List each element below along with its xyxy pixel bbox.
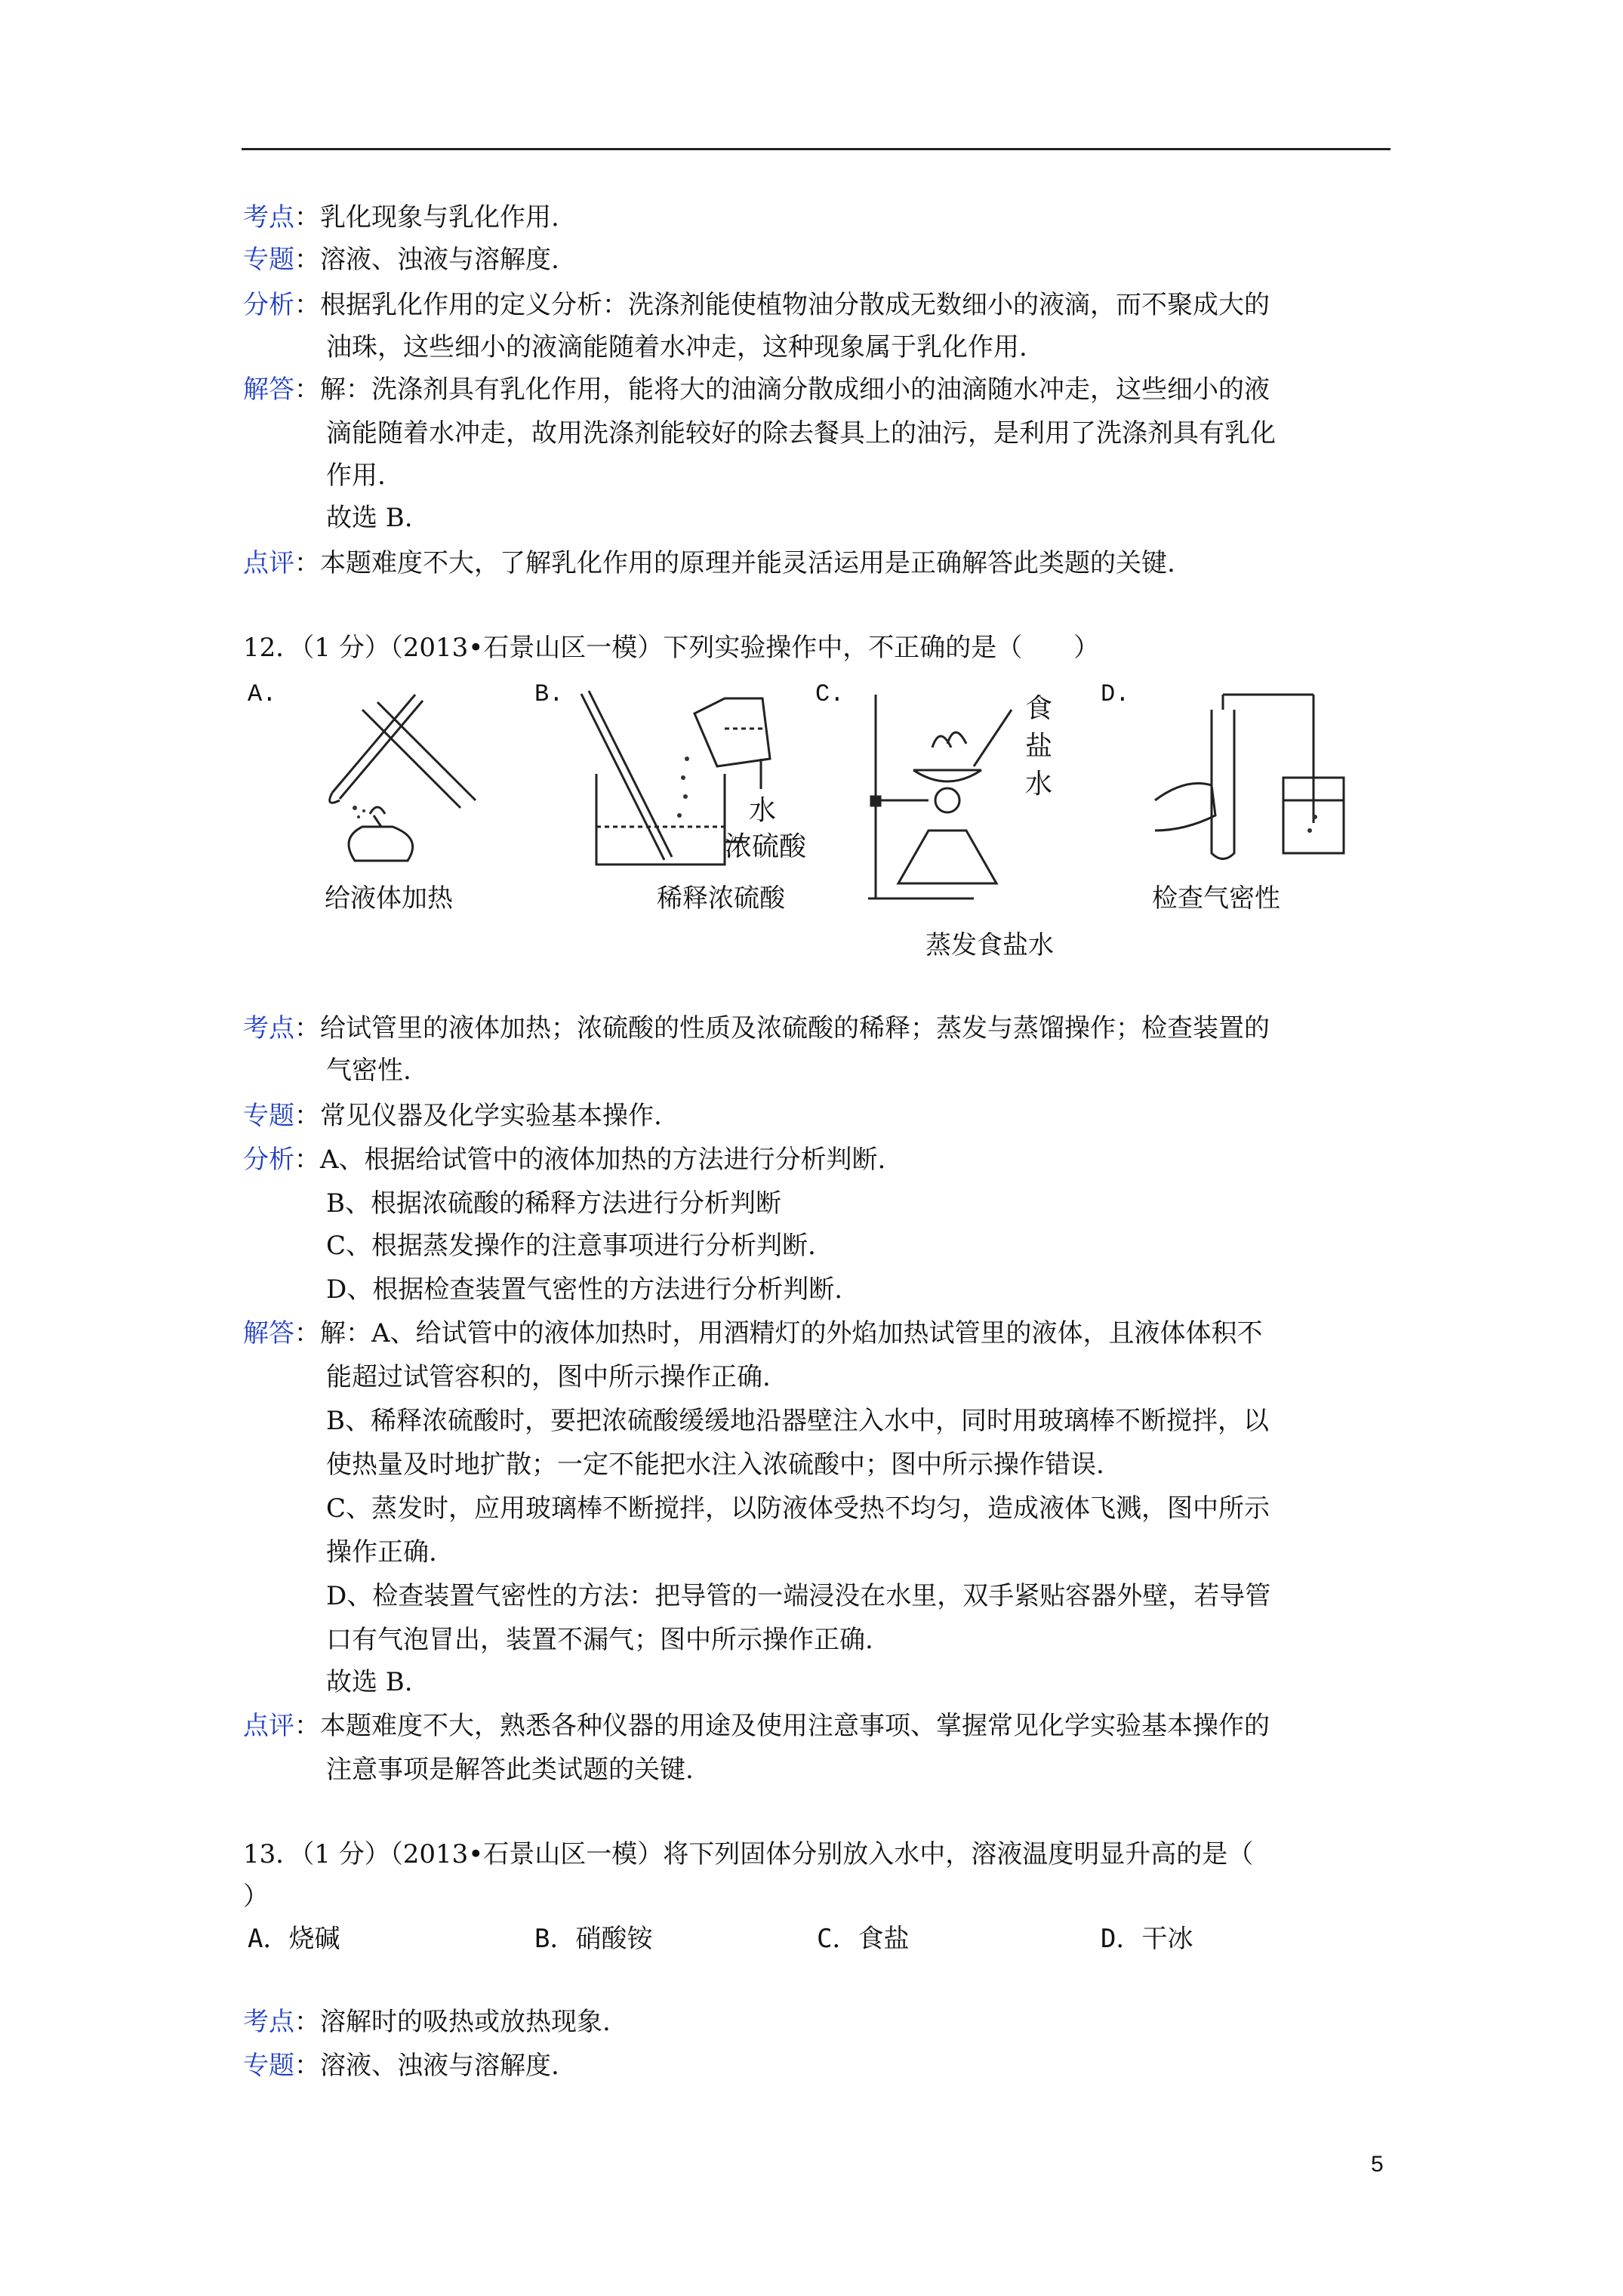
zhuanti-text: ：溶液、浊液与溶解度. [294,2051,559,2081]
fig-c-label-3: 水 [1025,769,1053,800]
q13-option-b [534,1922,652,1955]
option-letter: C． [817,1924,858,1954]
option-letter: A． [248,1924,289,1954]
page-number: 5 [1371,2152,1384,2177]
q12-option-c-letter: C. [815,680,845,708]
zhuanti-text: ：常见仪器及化学实验基本操作. [294,1101,662,1131]
jieda-text: ：解：洗涤剂具有乳化作用，能将大的油滴分散成细小的油滴随水冲走，这些细小的液 [294,374,1270,405]
q12-jieda-line3: B、稀释浓硫酸时，要把浓硫酸缓缓地沿器壁注入水中，同时用玻璃棒不断搅拌，以 [326,1406,1269,1436]
q12-option-c-caption: 蒸发食盐水 [925,930,1054,960]
q12-option-d-letter: D. [1101,680,1130,708]
q12-jieda-line8: 口有气泡冒出，装置不漏气；图中所示操作正确. [326,1625,873,1655]
kaodian-text: ：给试管里的液体加热；浓硫酸的性质及浓硫酸的稀释；蒸发与蒸馏操作；检查装置的 [294,1013,1270,1043]
q13-zhuanti-row [243,2049,559,2082]
fenxi-label: 分析 [243,290,294,320]
q11-jieda-row [243,373,1270,406]
q13-kaodian-row [243,2005,611,2039]
kaodian-label: 考点 [243,2007,294,2037]
kaodian-label: 考点 [243,1013,294,1043]
q11-jieda-line2: 滴能随着水冲走，故用洗涤剂能较好的除去餐具上的油污，是利用了洗涤剂具有乳化 [326,418,1276,448]
q11-fenxi-row [243,288,1270,322]
q12-kaodian-row [243,1012,1270,1045]
q12-fenxi-line2: B、根据浓硫酸的稀释方法进行分析判断 [326,1188,781,1219]
kaodian-text: ：乳化现象与乳化作用. [294,202,559,233]
q12-jieda-row [243,1317,1263,1350]
zhuanti-label: 专题 [243,2051,294,2081]
jieda-label: 解答 [243,1318,294,1348]
zhuanti-text: ：溶液、浊液与溶解度. [294,245,559,275]
option-text: 硝酸铵 [575,1924,653,1954]
q13-option-a [248,1922,340,1955]
q12-kaodian-line2: 气密性. [326,1056,411,1086]
q12-jieda-line5: C、蒸发时，应用玻璃棒不断搅拌，以防液体受热不均匀，造成液体飞溅，图中所示 [326,1493,1270,1524]
fenxi-text: ：A、根据给试管中的液体加热的方法进行分析判断. [294,1145,886,1175]
zhuanti-label: 专题 [243,245,294,275]
figure-evaporate-brine [861,680,1079,921]
q12-dianping-line2: 注意事项是解答此类试题的关键. [326,1755,694,1785]
header-rule [242,148,1390,150]
q11-zhuanti-row [243,243,559,276]
option-text: 烧碱 [288,1924,340,1954]
q12-zhuanti-row [243,1099,662,1133]
fenxi-text: ：根据乳化作用的定义分析：洗涤剂能使植物油分散成无数细小的液滴，而不聚成大的 [294,290,1270,320]
q12-jieda-line9: 故选 B. [326,1667,413,1697]
q13-stem: 13．（1 分）（2013•石景山区一模）将下列固体分别放入水中，溶液温度明显升高的是（ [243,1839,1254,1869]
q12-option-b-letter: B. [534,680,564,708]
q11-jieda-line3: 作用. [326,461,386,491]
kaodian-text: ：溶解时的吸热或放热现象. [294,2007,611,2037]
option-letter: D． [1101,1924,1142,1954]
q12-jieda-line2: 能超过试管容积的，图中所示操作正确. [326,1362,771,1392]
q13-option-d [1101,1922,1193,1955]
fig-c-label-2: 盐 [1025,731,1053,762]
option-text: 食盐 [858,1924,910,1954]
figure-airtight-check [1140,687,1351,876]
q12-option-b-caption: 稀释浓硫酸 [657,883,785,914]
zhuanti-label: 专题 [243,1101,294,1131]
q12-option-a-letter: A. [248,680,277,708]
jieda-text: ：解：A、给试管中的液体加热时，用酒精灯的外焰加热试管里的液体，且液体体积不 [294,1318,1263,1348]
q13-option-c [817,1922,909,1955]
dianping-text: ：本题难度不大，熟悉各种仪器的用途及使用注意事项、掌握常见化学实验基本操作的 [294,1711,1270,1741]
fig-b-label-acid: 浓硫酸 [725,831,807,862]
q12-fenxi-line3: C、根据蒸发操作的注意事项进行分析判断. [326,1231,816,1261]
q12-fenxi-line4: D、根据检查装置气密性的方法进行分析判断. [326,1274,843,1305]
q11-jieda-line4: 故选 B. [326,503,413,533]
q12-jieda-line4: 使热量及时地扩散；一定不能把水注入浓硫酸中；图中所示操作错误. [326,1450,1104,1480]
q12-jieda-line7: D、检查装置气密性的方法：把导管的一端浸没在水里，双手紧贴容器外壁，若导管 [326,1581,1271,1611]
kaodian-label: 考点 [243,202,294,233]
fig-b-label-water: 水 [749,795,777,826]
jieda-label: 解答 [243,374,294,405]
q12-option-d-caption: 检查气密性 [1152,883,1280,914]
figure-dilute-acid [574,683,823,880]
q11-dianping-row [243,547,1175,580]
q11-kaodian-row [243,201,559,234]
fenxi-label: 分析 [243,1145,294,1175]
fig-c-label-1: 食 [1025,693,1053,724]
q12-option-a-caption: 给液体加热 [325,883,453,914]
dianping-label: 点评 [243,548,294,578]
figure-heating-liquid [310,687,491,883]
option-text: 干冰 [1141,1924,1193,1954]
dianping-text: ：本题难度不大，了解乳化作用的原理并能灵活运用是正确解答此类题的关键. [294,548,1175,578]
q12-fenxi-row [243,1143,885,1176]
q12-dianping-row [243,1709,1270,1743]
q12-jieda-line6: 操作正确. [326,1537,437,1567]
option-letter: B． [534,1924,576,1954]
q12-stem: 12．（1 分）（2013•石景山区一模）下列实验操作中，不正确的是（ ） [243,633,1100,663]
q13-stem-line2: ） [243,1881,269,1912]
q11-fenxi-line2: 油珠，这些细小的液滴能随着水冲走，这种现象属于乳化作用. [326,332,1027,362]
dianping-label: 点评 [243,1711,294,1741]
